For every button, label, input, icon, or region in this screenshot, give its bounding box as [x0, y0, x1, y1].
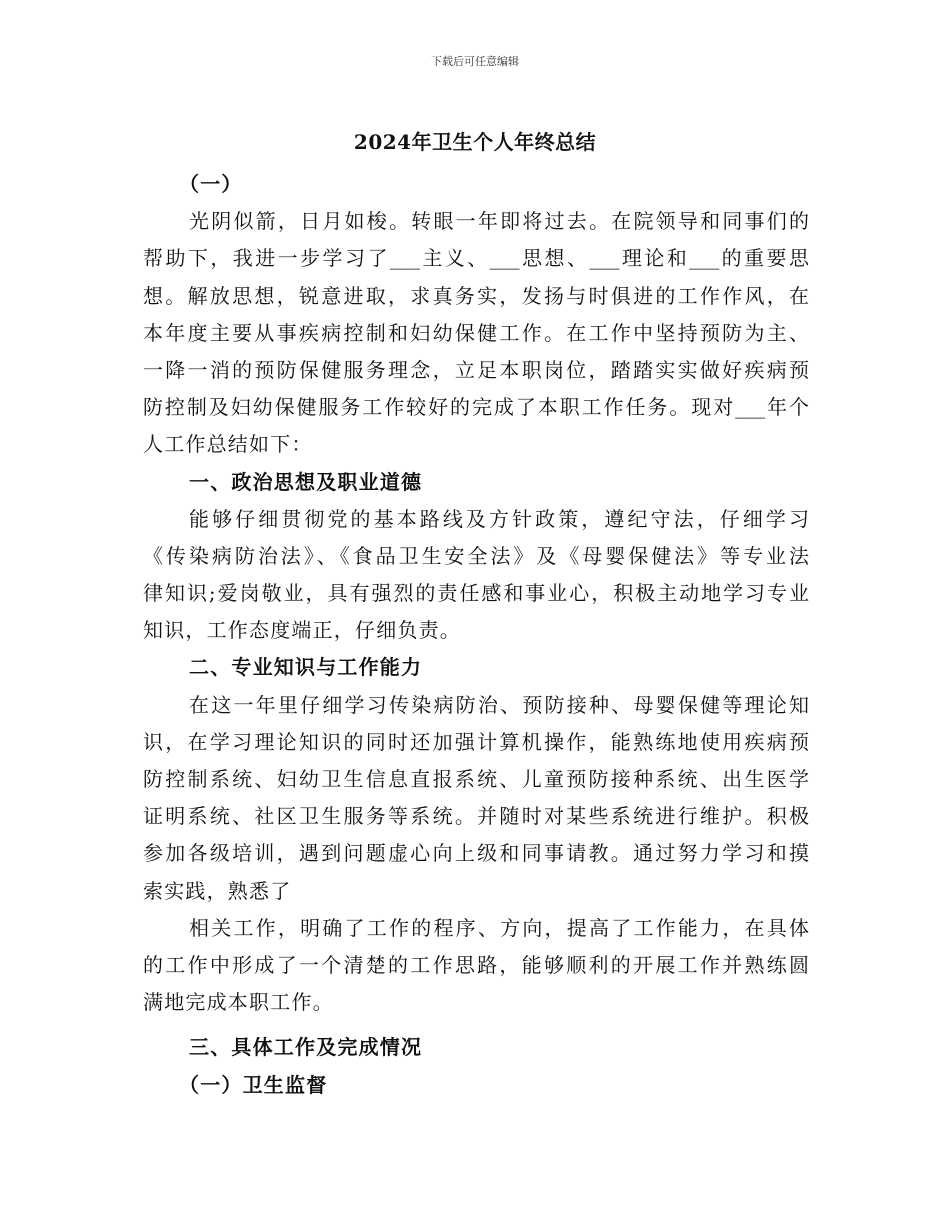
subsection-heading: （一）卫生监督: [179, 1072, 328, 1097]
paragraph-line: 防控制系统、妇幼卫生信息直报系统、儿童预防接种系统、出生医学: [143, 767, 809, 791]
paragraph-line: 想。解放思想，锐意进取，求真务实，发扬与时俱进的工作作风，在: [143, 283, 809, 308]
paragraph-line: 知识，工作态度端正，仔细负责。: [143, 618, 461, 643]
paragraph-line: 律知识;爱岗敬业，具有强烈的责任感和事业心，积极主动地学习专业: [143, 581, 809, 606]
document-title: 2024年卫生个人年终总结: [353, 130, 597, 154]
paragraph-line: 光阴似箭，日月如梭。转眼一年即将过去。在院领导和同事们的: [189, 209, 809, 234]
paragraph-line: 相关工作，明确了工作的程序、方向，提高了工作能力，在具体: [189, 915, 809, 940]
paragraph-line: 帮助下，我进一步学习了___主义、___思想、___理论和___的重要思: [143, 246, 809, 271]
paragraph-line: 能够仔细贯彻党的基本路线及方针政策，遵纪守法，仔细学习: [189, 506, 809, 531]
paragraph-line: 证明系统、社区卫生服务等系统。并随时对某些系统进行维护。积极: [143, 804, 809, 829]
paragraph-line: 的工作中形成了一个清楚的工作思路，能够顺利的开展工作并熟练圆: [143, 952, 809, 977]
paragraph-line: 索实践，熟悉了: [143, 878, 292, 903]
paragraph-line: 本年度主要从事疾病控制和妇幼保健工作。在工作中坚持预防为主、: [143, 320, 809, 345]
header-note: 下载后可任意编辑: [431, 55, 519, 68]
document-body: [143, 166, 809, 1104]
paragraph-line: 《传染病防治法》、《食品卫生安全法》及《母婴保健法》等专业法: [143, 543, 809, 568]
paragraph-line: 防控制及妇幼保健服务工作较好的完成了本职工作任务。现对___年个: [143, 395, 809, 420]
paragraph-line: 满地完成本职工作。: [143, 990, 334, 1015]
section-heading: 二、专业知识与工作能力: [189, 655, 423, 680]
section-heading: 一、政治思想及职业道德: [189, 469, 423, 494]
subsection-heading: （一）: [179, 172, 243, 196]
paragraph-line: 人工作总结如下：: [143, 432, 313, 457]
paragraph-line: 识，在学习理论知识的同时还加强计算机操作，能熟练地使用疾病预: [143, 729, 809, 754]
section-heading: 三、具体工作及完成情况: [189, 1035, 423, 1060]
paragraph-line: 参加各级培训，遇到问题虚心向上级和同事请教。通过努力学习和摸: [143, 841, 809, 866]
paragraph-line: 在这一年里仔细学习传染病防治、预防接种、母婴保健等理论知: [189, 692, 809, 717]
paragraph-line: 一降一消的预防保健服务理念，立足本职岗位，踏踏实实做好疾病预: [143, 357, 809, 382]
